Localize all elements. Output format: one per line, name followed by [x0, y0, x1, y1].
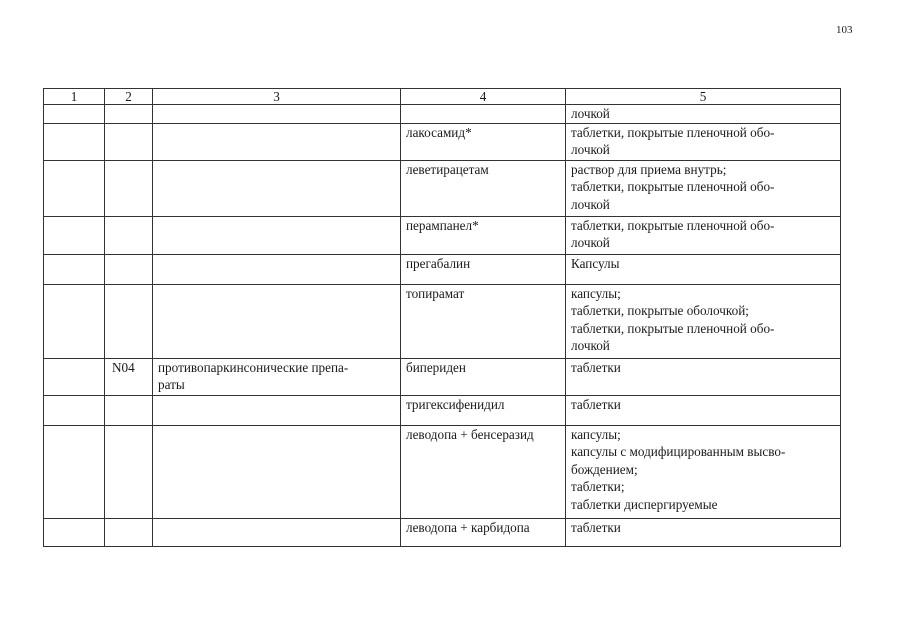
header-cell-3: 3	[153, 89, 401, 105]
table-row	[44, 425, 841, 518]
cell-dosage-form: таблетки	[566, 358, 841, 395]
cell-code-group	[44, 425, 105, 518]
cell-group-name: противопаркинсонические препа- раты	[153, 358, 401, 395]
cell-group-name	[153, 254, 401, 284]
table-row	[44, 160, 841, 216]
cell-group-name	[153, 105, 401, 124]
cell-drug-name: тригексифенидил	[401, 395, 566, 425]
cell-drug-name: лакосамид*	[401, 123, 566, 160]
table-row	[44, 284, 841, 358]
cell-code	[105, 160, 153, 216]
cell-dosage-form: капсулы; капсулы с модифицированным высво- бождением; таблетки; таблетки диспергируемые	[566, 425, 841, 518]
cell-code	[105, 105, 153, 124]
cell-code-group	[44, 395, 105, 425]
cell-dosage-form: таблетки, покрытые пленочной обо- лочкой	[566, 216, 841, 254]
cell-group-name	[153, 395, 401, 425]
cell-drug-name: прегабалин	[401, 254, 566, 284]
cell-dosage-form: Капсулы	[566, 254, 841, 284]
header-cell-2: 2	[105, 89, 153, 105]
cell-code	[105, 216, 153, 254]
cell-group-name	[153, 518, 401, 546]
table-row	[44, 518, 841, 546]
table-row	[44, 395, 841, 425]
cell-drug-name: топирамат	[401, 284, 566, 358]
cell-dosage-form: раствор для приема внутрь; таблетки, покрытые пленочной обо- лочкой	[566, 160, 841, 216]
table-header-row	[44, 89, 841, 105]
header-cell-5: 5	[566, 89, 841, 105]
cell-drug-name: бипериден	[401, 358, 566, 395]
cell-code-group	[44, 284, 105, 358]
cell-code	[105, 395, 153, 425]
table-row	[44, 123, 841, 160]
cell-dosage-form: таблетки	[566, 518, 841, 546]
drug-table	[43, 88, 841, 547]
cell-code	[105, 425, 153, 518]
cell-drug-name: леводопа + карбидопа	[401, 518, 566, 546]
cell-group-name	[153, 160, 401, 216]
cell-code-group	[44, 105, 105, 124]
cell-group-name	[153, 425, 401, 518]
cell-group-name	[153, 123, 401, 160]
cell-code-group	[44, 358, 105, 395]
table-row	[44, 105, 841, 124]
cell-code-group	[44, 518, 105, 546]
cell-code-group	[44, 216, 105, 254]
cell-code	[105, 254, 153, 284]
cell-code-group	[44, 123, 105, 160]
table-row	[44, 216, 841, 254]
cell-group-name	[153, 216, 401, 254]
cell-group-name	[153, 284, 401, 358]
cell-code	[105, 123, 153, 160]
cell-code: N04	[105, 358, 153, 395]
header-cell-4: 4	[401, 89, 566, 105]
cell-drug-name	[401, 105, 566, 124]
cell-code	[105, 518, 153, 546]
cell-code	[105, 284, 153, 358]
cell-dosage-form: таблетки	[566, 395, 841, 425]
cell-drug-name: леводопа + бенсеразид	[401, 425, 566, 518]
cell-dosage-form: лочкой	[566, 105, 841, 124]
cell-code-group	[44, 254, 105, 284]
cell-drug-name: леветирацетам	[401, 160, 566, 216]
page-number: 103	[836, 24, 853, 36]
cell-dosage-form: таблетки, покрытые пленочной обо- лочкой	[566, 123, 841, 160]
cell-drug-name: перампанел*	[401, 216, 566, 254]
cell-dosage-form: капсулы; таблетки, покрытые оболочкой; таблетки, покрытые пленочной обо- лочкой	[566, 284, 841, 358]
header-cell-1: 1	[44, 89, 105, 105]
cell-code-group	[44, 160, 105, 216]
table-row	[44, 358, 841, 395]
table-row	[44, 254, 841, 284]
